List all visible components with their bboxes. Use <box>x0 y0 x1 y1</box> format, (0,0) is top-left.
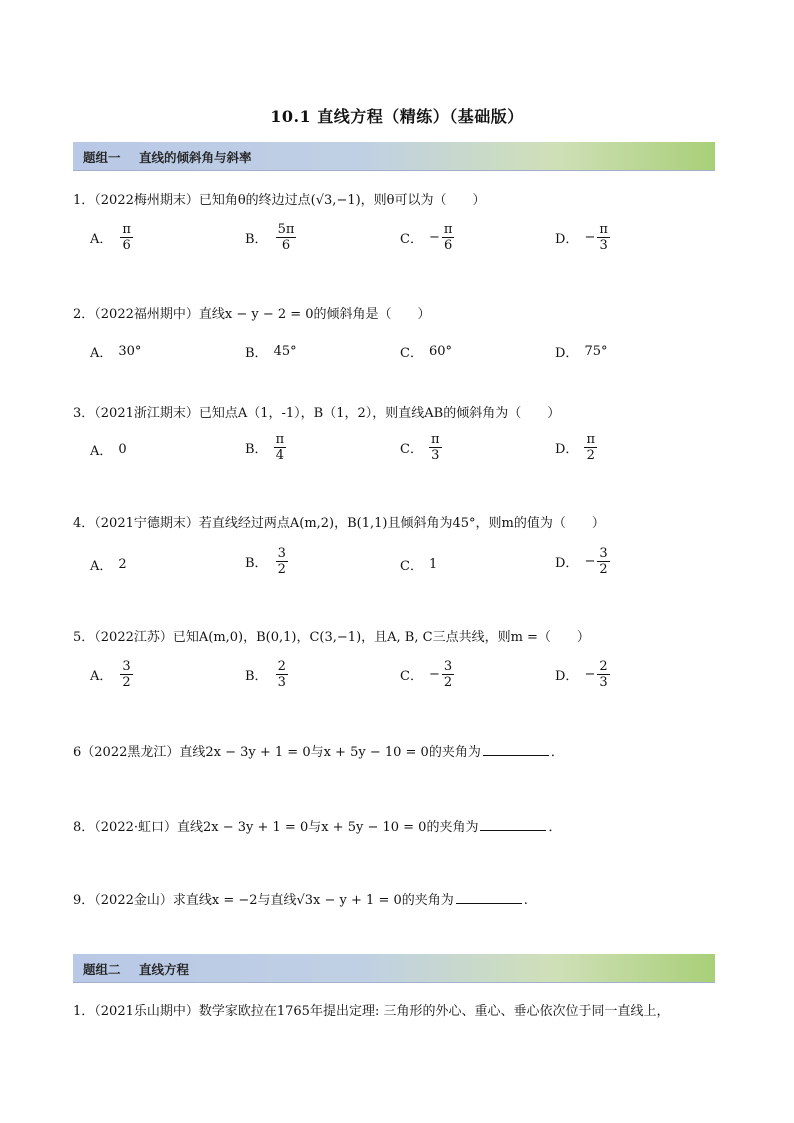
section-title: 直线方程 <box>139 962 190 977</box>
option-c: C． $\frac{\pi}{3}$ <box>400 432 440 463</box>
fraction: $\frac{2}{3}$ <box>277 659 286 690</box>
option-b: B． $\frac{3}{2}$ <box>245 546 286 577</box>
option-d: D． − $\frac{2}{3}$ <box>555 659 608 690</box>
answer-blank[interactable] <box>480 818 546 831</box>
fraction: $\frac{3}{2}$ <box>443 659 453 690</box>
question-8: 8．（2022·虹口）直线2x − 3y + 1 = 0与x + 5y − 10 = 0的夹角为 ． <box>73 820 562 835</box>
fraction: $\frac{2}{3}$ <box>599 659 608 690</box>
question-5: 5．（2022江苏）已知A(m,0)，B(0,1)，C(3,−1)，且A, B, C三点共线，则m =（ ） <box>73 630 590 645</box>
option-d: D． − $\frac{3}{2}$ <box>555 546 608 577</box>
question-1: 1．（2022梅州期末）已知角θ的终边过点(√3,−1)，则θ可以为（ ） <box>73 193 486 208</box>
option-d: D． − $\frac{\pi}{3}$ <box>555 222 608 253</box>
fraction: $\frac{\pi}{6}$ <box>122 222 131 253</box>
fraction: $\frac{3}{2}$ <box>277 546 286 577</box>
fraction: $\frac{5\pi}{6}$ <box>277 222 295 253</box>
option-b: B． 45° <box>245 344 297 361</box>
section-header-1 <box>73 142 715 171</box>
section-header-2 <box>73 954 715 983</box>
fraction: $\frac{\pi}{4}$ <box>275 432 285 463</box>
question-9: 9．（2022金山）求直线x = −2与直线√3x − y + 1 = 0的夹角为 . <box>73 893 528 908</box>
question-g2-1: 1．（2021乐山期中）数学家欧拉在1765年提出定理: 三角形的外心、重心、垂心依次位于同一直线上， <box>73 1004 670 1019</box>
option-d: D． $\frac{\pi}{2}$ <box>555 432 595 463</box>
fraction: $\frac{\pi}{2}$ <box>586 432 595 463</box>
answer-blank[interactable] <box>483 743 549 756</box>
option-c: C． − $\frac{\pi}{6}$ <box>400 222 453 253</box>
fraction: $\frac{3}{2}$ <box>599 546 608 577</box>
fraction: $\frac{\pi}{6}$ <box>443 222 453 253</box>
question-3: 3．（2021浙江期末）已知点A（1，-1），B（1，2），则直线AB的倾斜角为（ ） <box>73 406 561 421</box>
option-b: B． $\frac{\pi}{4}$ <box>245 432 285 463</box>
option-c: C． 1 <box>400 557 438 574</box>
option-a: A． $\frac{3}{2}$ <box>90 659 131 690</box>
section-label: 题组一 <box>83 150 121 165</box>
option-a: A． $\frac{\pi}{6}$ <box>90 222 131 253</box>
option-b: B． $\frac{2}{3}$ <box>245 659 286 690</box>
fraction: $\frac{\pi}{3}$ <box>599 222 608 253</box>
option-a: A． 0 <box>90 442 127 459</box>
fraction: $\frac{3}{2}$ <box>122 659 131 690</box>
option-c: C． − $\frac{3}{2}$ <box>400 659 453 690</box>
section-title: 直线的倾斜角与斜率 <box>139 150 252 165</box>
answer-blank[interactable] <box>456 891 522 904</box>
option-a: A． 2 <box>90 557 127 574</box>
page-title: 10.1 直线方程（精练）（基础版） <box>270 107 524 126</box>
option-b: B． $\frac{5\pi}{6}$ <box>245 222 295 253</box>
option-d: D． 75° <box>555 344 608 361</box>
section-label: 题组二 <box>83 962 121 977</box>
question-2: 2．（2022福州期中）直线x − y − 2 = 0的倾斜角是（ ） <box>73 307 431 322</box>
option-a: A． 30° <box>90 344 142 361</box>
fraction: $\frac{\pi}{3}$ <box>430 432 440 463</box>
question-4: 4．（2021宁德期末）若直线经过两点A(m,2)，B(1,1)且倾斜角为45°，则m的值为（ ） <box>73 516 605 531</box>
option-c: C． 60° <box>400 344 452 361</box>
question-6: 6（2022黑龙江）直线2x − 3y + 1 = 0与x + 5y − 10 = 0的夹角为 ． <box>73 745 564 760</box>
